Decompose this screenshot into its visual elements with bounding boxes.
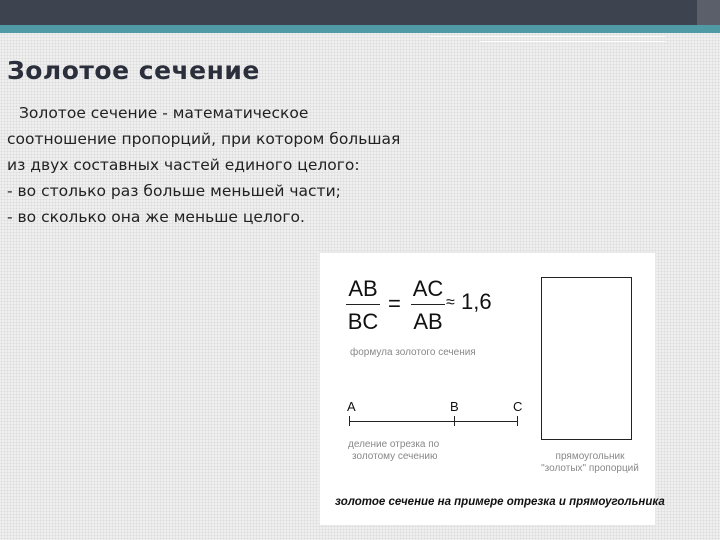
rectangle-caption-line: прямоугольник [555,451,625,462]
body-line: - во сколько она же меньше целого. [7,208,305,226]
body-line: - во столько раз больше меньшей части; [7,182,341,200]
header-accent [697,0,720,25]
tick-c [517,416,518,426]
tick-a [349,416,350,426]
decorative-line [430,36,665,37]
rectangle-caption-line: "золотых" пропорций [541,463,639,474]
header-accent-strip [0,25,720,33]
fraction-bar [411,304,445,305]
fraction-bar [346,304,380,305]
formula-caption: формула золотого сечения [350,347,476,358]
fraction-numerator: AB [348,276,378,301]
segment-caption [348,439,439,463]
decorative-line [480,41,665,42]
slide-body [7,100,567,230]
body-line: Золотое сечение - математическое [19,104,309,122]
fraction-ab-bc [346,276,380,335]
segment-caption-line: золотому сечению [352,451,438,462]
ratio-value: 1,6 [461,289,492,314]
figure-caption: золотое сечение на примере отрезка и прямоугольника [335,496,665,508]
header-bar [0,0,720,25]
point-c-label: C [513,399,523,414]
golden-rectangle [541,277,632,440]
segment-caption-line: деление отрезка по [348,439,440,450]
point-b-label: B [450,399,459,414]
approx-symbol: ≈ [446,294,455,311]
body-line: из двух составных частей единого целого: [7,156,360,174]
point-a-label: A [347,399,356,414]
fraction-numerator: AC [412,276,444,301]
segment-line [349,421,517,422]
fraction-denominator: AB [413,309,443,334]
rectangle-caption [535,451,645,475]
fraction-ac-ab [411,276,445,335]
body-line: соотношение пропорций, при котором большая [7,130,401,148]
slide-title: Золотое сечение [7,56,260,85]
equals-sign: = [388,291,401,316]
fraction-denominator: BC [347,309,379,334]
golden-ratio-figure [319,252,665,526]
tick-b [454,416,455,426]
